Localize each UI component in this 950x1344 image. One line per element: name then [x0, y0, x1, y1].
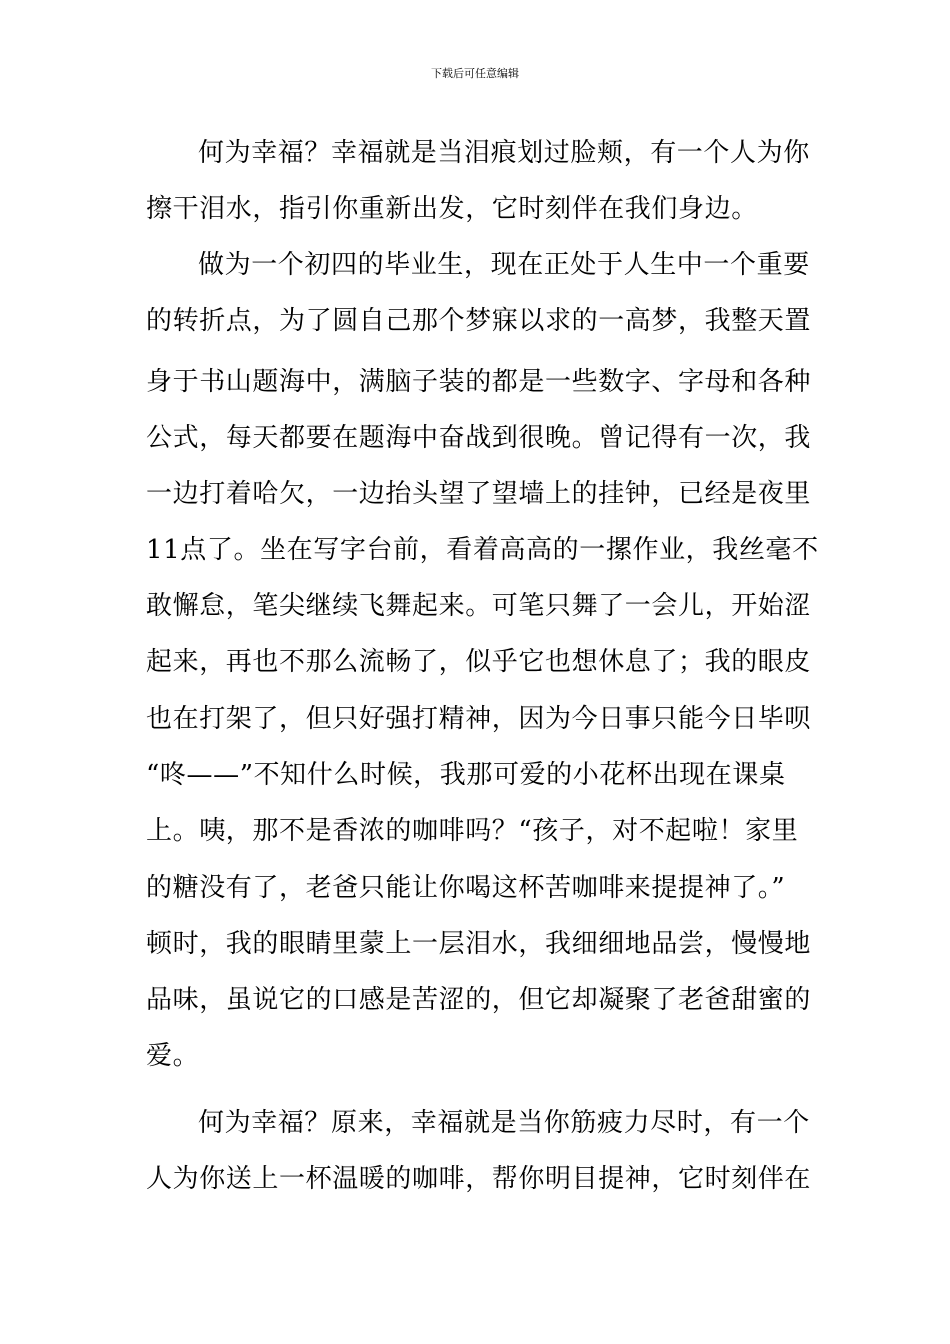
text-line: “咚——”不知什么时候，我那可爱的小花杯出现在课桌: [146, 760, 786, 790]
text-line: 擦干泪水，指引你重新出发，它时刻伴在我们身边。: [146, 194, 758, 224]
text-line: 公式，每天都要在题海中奋战到很晚。曾记得有一次，我: [146, 423, 812, 453]
text-line: 何为幸福？幸福就是当泪痕划过脸颊，有一个人为你: [198, 138, 810, 168]
text-line: 顿时，我的眼睛里蒙上一层泪水，我细细地品尝，慢慢地: [146, 929, 812, 959]
text-line: 一边打着哈欠，一边抬头望了望墙上的挂钟，已经是夜里: [146, 479, 812, 509]
text-line: 身于书山题海中，满脑子装的都是一些数字、字母和各种: [146, 367, 812, 397]
text-line: 爱。: [146, 1041, 200, 1071]
text-line: 起来，再也不那么流畅了，似乎它也想休息了；我的眼皮: [146, 647, 812, 677]
text-line: 的糖没有了，老爸只能让你喝这杯苦咖啡来提提神了。”: [146, 873, 786, 903]
text-line: 也在打架了，但只好强打精神，因为今日事只能今日毕呗: [146, 704, 812, 734]
text-line: 做为一个初四的毕业生，现在正处于人生中一个重要: [198, 250, 810, 280]
text-line: 的转折点，为了圆自己那个梦寐以求的一高梦，我整天置: [146, 306, 812, 336]
page-header: 下载后可任意编辑: [431, 67, 519, 80]
text-line: 何为幸福？原来，幸福就是当你筋疲力尽时，有一个: [198, 1108, 810, 1138]
text-line: 敢懈怠，笔尖继续飞舞起来。可笔只舞了一会儿，开始涩: [146, 591, 812, 621]
text-line: 品味，虽说它的口感是苦涩的，但它却凝聚了老爸甜蜜的: [146, 985, 812, 1015]
text-line: 人为你送上一杯温暖的咖啡，帮你明目提神，它时刻伴在: [146, 1164, 812, 1194]
text-line: 11点了。坐在写字台前，看着高高的一摞作业，我丝毫不: [146, 535, 819, 565]
text-line: 上。咦，那不是香浓的咖啡吗？“孩子，对不起啦！家里: [146, 816, 799, 846]
